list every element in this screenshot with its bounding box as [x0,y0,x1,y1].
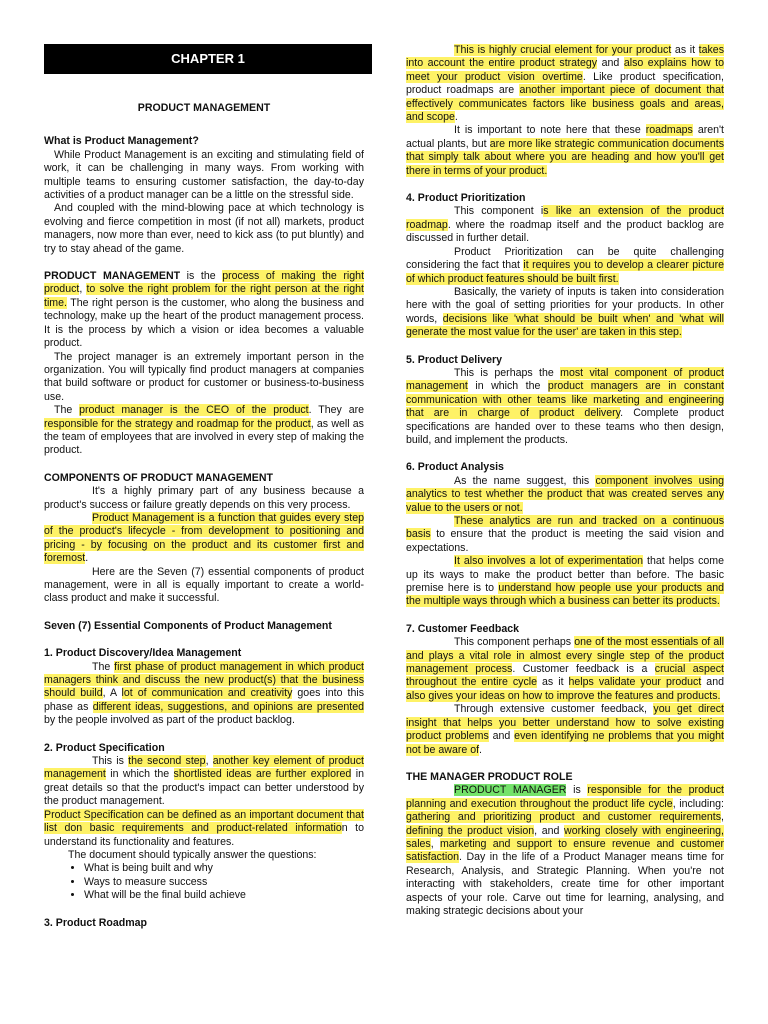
paragraph: Here are the Seven (7) essential components of product management, were in all is equally important to create a world- class product and make it successful. [44,565,364,605]
highlight: even identifying ne problems that you might not be aware of [406,730,725,756]
highlight: first phase of product management in which product managers think and discuss the new product(s) that the business should build [44,660,365,700]
paragraph-definition: PRODUCT MANAGEMENT is the process of making the right product, to solve the right problem for the right person at the right time. The right person is the customer, who along the business and technology, make up the heart of the product management process. It is the process by which a vision or idea becomes a valuable product. [44,270,365,350]
paragraph: It is important to note here that these roadmaps aren't actual plants, but are more like strategic communication documents that simply talk about where you are heading and how you'll get there in terms of your product. [406,124,724,177]
paragraph: Product Management is a function that guides every step of the product's lifecycle - from development to positioning and pricing - by focusing on the product and its customer first and foremost. [44,511,364,565]
highlight: are more like strategic communication documents that simply talk about where you are heading and how you'll get there in terms of your product. [406,137,724,177]
right-column [406,44,724,918]
paragraph: And coupled with the mind-blowing pace at which technology is evolving and fierce competition in most (if not all) markets, product managers, now more than ever, need to kick ass (to put bluntly) and try to stay ahead of the game. [44,202,364,255]
highlight: responsible for the strategy and roadmap for the product [44,417,311,430]
highlight: another key element of product management [44,755,364,781]
heading-manager-role: THE MANAGER PRODUCT ROLE [406,770,573,783]
heading-component-1: 1. Product Discovery/Idea Management [44,647,242,660]
highlight: lot of communication and creativity [121,687,293,700]
highlight: the second step [128,755,206,768]
paragraph: It's a highly primary part of any business because a product's success or failure greatly depends on this very process. [44,485,364,511]
paragraph: Through extensive customer feedback, you get direct insight that helps you better understand how to solve existing product problems and even identifying ne problems that you might not be aware of. [406,703,725,756]
paragraph: The first phase of product management in which product managers think and discuss the new product(s) that the business should build, A lot of communication and creativity goes into this phase as different ideas, suggestions, and opinions are presented by the people involved as part of the product backlog. [44,660,365,727]
highlight: most vital component of product management [406,366,725,393]
highlight: working closely with engineering, sales [406,824,724,850]
highlight: defining the product vision [406,824,535,837]
paragraph: It also involves a lot of experimentation that helps come up its ways to make the product better than before. The basic premise here is to understand how people use your products and the multiple ways through which a business can better its products. [406,555,725,608]
highlight: product manager is the CEO of the product [79,404,309,417]
questions-intro: The document should typically answer the questions: [68,848,317,861]
paragraph: The product manager is the CEO of the product. They are responsible for the strategy and roadmap for the product, as well as the team of employees that are involved in every step of making the product. [44,404,365,457]
paragraph: These analytics are run and tracked on a continuous basis to ensure that the product is meeting the said vision and expectations. [406,515,724,554]
highlight: crucial aspect throughout the entire cycle [406,663,724,689]
heading-component-5: 5. Product Delivery [406,353,502,366]
highlight: decisions like 'what should be built when' and 'what will generate the most value for the user' are taken in this step. [406,312,724,339]
paragraph: This is perhaps the most vital component of product management in which the product managers are in constant communication with other teams like marketing and engineering that are in charge of product delivery. Complete product specifications are handed over to these teams who then design, build, and implement the products. [406,366,725,446]
highlight: This is highly crucial element for your product [454,44,672,56]
list-item: • Ways to measure success [84,876,364,889]
highlight: These analytics are run and tracked on a continuous basis [406,515,724,541]
list-item: • What is being built and why [84,862,364,875]
highlight: component involves using analytics to test whether the product that was created serves any value to the users or not. [406,474,724,514]
highlight: product managers are in constant communication with other teams like marketing and engineering that are in charge of product delivery [406,380,724,420]
highlight: roadmaps [645,124,693,137]
left-column [44,44,364,930]
paragraph: Basically, the variety of inputs is taken into consideration here with the goal of setting priorities for your products. In other words, decisions like 'what should be built when' and 'what will generate the most value for the user' are taken in this step. [406,285,724,339]
heading-component-4: 4. Product Prioritization [406,192,526,205]
highlight: helps validate your product [568,676,702,689]
highlight: process of making the right product [44,270,365,296]
highlight: It also involves a lot of experimentation [454,555,644,568]
highlight: one of the most essentials of all and plays a vital role in almost every single step of the product management process [406,636,724,676]
highlight: s like an extension of the product roadmap [406,205,724,231]
heading-components: COMPONENTS OF PRODUCT MANAGEMENT [44,471,273,484]
questions-list [44,862,364,902]
paragraph: This is highly crucial element for your product as it takes into account the entire product strategy and also explains how to meet your product vision overtime. Like product specification, product roadmaps are another important piece of document that effectively communicates factors like business goals and areas, and scope. [406,44,725,124]
highlight: responsible for the product planning and execution throughout the product life cycle [406,784,724,810]
list-item: • What will be the final build achieve [84,889,364,902]
heading-component-3: 3. Product Roadmap [44,916,148,929]
paragraph: This is the second step, another key element of product management in which the shortlisted ideas are further explored in great details so that the product's impact can better understood by the product management. [44,755,364,808]
paragraph: As the name suggest, this component involves using analytics to test whether the product that was created serves any value to the users or not. [406,474,724,514]
highlight: different ideas, suggestions, and opinions are presented [92,700,364,713]
highlight: also explains how to meet your product vision overtime [406,57,725,83]
green-highlight: PRODUCT MANAGER [454,784,567,797]
paragraph: Product Prioritization can be quite challenging considering the fact that it requires you to develop a clearer picture of which product features should be built first. [406,245,724,285]
heading-component-2: 2. Product Specification [44,741,165,754]
paragraph: Product Specification can be defined as an important document that list don basic requirements and product-related information to understand its functionality and features. [44,808,364,848]
chapter-banner: CHAPTER 1 [44,44,372,74]
bold-term: PRODUCT MANAGEMENT [44,270,181,283]
highlight: takes into account the entire product strategy [406,44,724,70]
highlight: to solve the right problem for the right person at the right time. [44,283,365,309]
heading-component-7: 7. Customer Feedback [406,622,520,635]
highlight: Product Specification can be defined as an important document that list don basic requirements and product-related informatio [44,808,364,835]
heading-component-6: 6. Product Analysis [406,461,504,474]
paragraph: This component is like an extension of the product roadmap. where the roadmap itself and the product backlog are discussed in further detail. [406,205,724,245]
highlight: also gives your ideas on how to improve the features and products. [406,689,721,702]
paragraph: PRODUCT MANAGER is responsible for the product planning and execution throughout the product life cycle, including: gathering and prioritizing product and customer requirements, defining the product vision, and working closely with engineering, sales, marketing and support to ensure revenue and customer satisfaction. Day in the life of a Product Manager means time for Research, Analysis, and Strategic Planning. When you're not interacting with stakeholders, create time for other important aspects of your role. Carve out time for learning, analysing, and making strategic decisions about your [406,784,724,917]
document-title: PRODUCT MANAGEMENT [137,102,271,114]
highlight: gathering and prioritizing product and customer requirements [406,811,722,824]
highlight: shortlisted ideas are further explored [173,768,352,781]
paragraph: The project manager is an extremely important person in the organization. You will typically find product managers at companies that build software or product for customer or business-to-business use. [44,350,364,403]
highlight: another important piece of document that effectively communicates factors like business goals and areas, and scope [406,84,724,124]
highlight: understand how people use your products and the multiple ways through which a business can better its products. [406,582,725,608]
highlight: you get direct insight that helps you better understand how to solve existing product problems [406,703,724,743]
paragraph: While Product Management is an exciting and stimulating field of work, it can be challenging in many ways. From working with multiple teams to ensuring customer satisfaction, the day-to-day activities of a product manager can be a little on the stressful side. [44,148,364,202]
highlight: it requires you to develop a clearer picture of which product features should be built first. [406,259,724,285]
highlight: marketing and support to ensure revenue and customer satisfaction [406,837,724,864]
heading-seven-components: Seven (7) Essential Components of Product Management [44,619,332,632]
paragraph: This component perhaps one of the most essentials of all and plays a vital role in almost every single step of the product management process. Customer feedback is a crucial aspect throughout the entire cycle as it helps validate your product and also gives your ideas on how to improve the features and products. [406,636,724,702]
highlight: Product Management is a function that guides every step of the product's lifecycle - from development to positioning and pricing - by focusing on the product and its customer first and foremost [44,511,364,565]
heading-what-is: What is Product Management? [44,135,199,148]
